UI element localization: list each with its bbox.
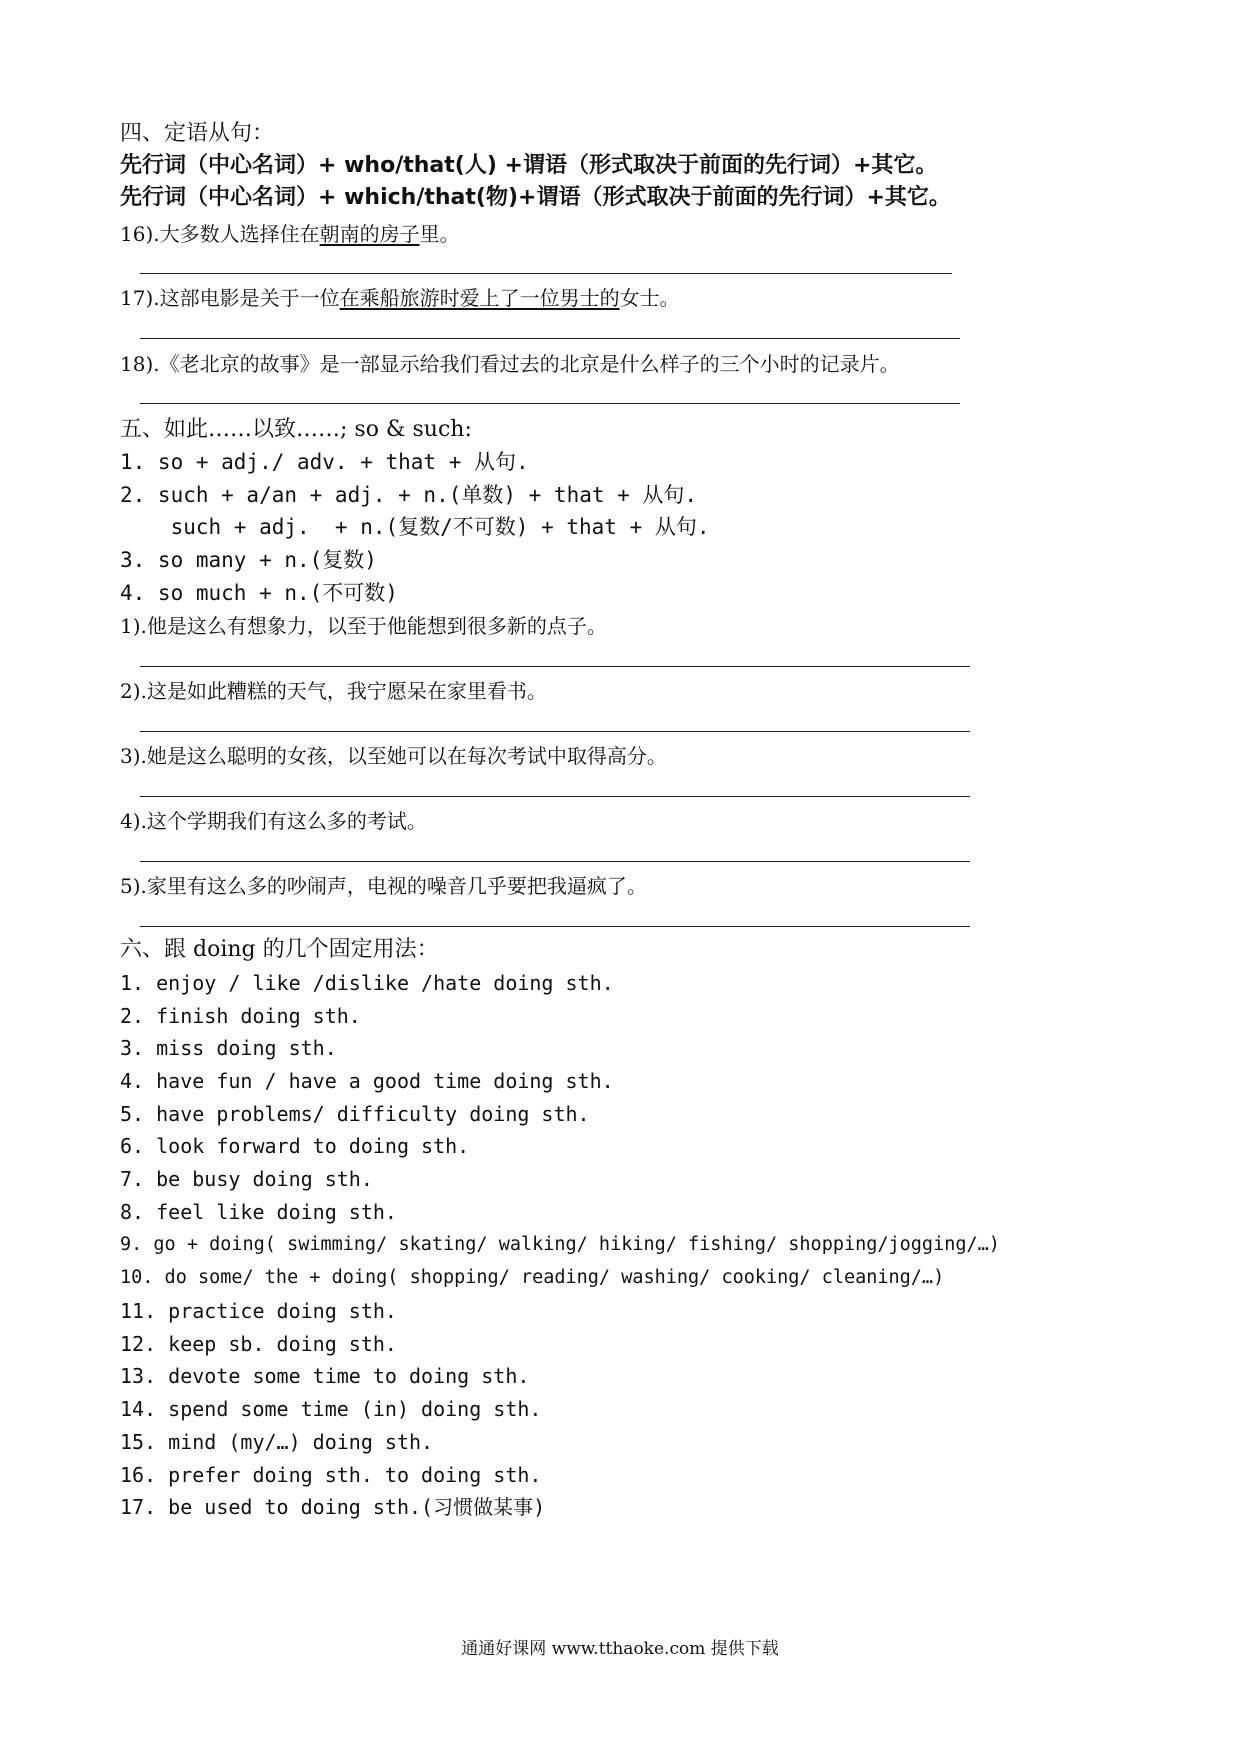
question-17: [120, 284, 680, 312]
list-item: 4. have fun / have a good time doing sth.: [120, 1069, 614, 1093]
list-item: 15. mind (my/…) doing sth.: [120, 1430, 434, 1454]
answer-line[interactable]: [140, 273, 952, 274]
question-17-underlined: 在乘船旅游时爱上了一位男士的: [339, 286, 620, 310]
so-such-formula: 3. so many + n.(复数): [120, 548, 377, 572]
section6-heading: 六、跟 doing 的几个固定用法：: [120, 937, 439, 962]
list-item: 8. feel like doing sth.: [120, 1200, 397, 1224]
answer-line[interactable]: [140, 666, 970, 667]
so-such-formula: 1. so + adj./ adv. + that + 从句.: [120, 450, 529, 474]
question: 2).这是如此糟糕的天气，我宁愿呆在家里看书。: [120, 679, 547, 703]
list-item: 2. finish doing sth.: [120, 1004, 361, 1028]
question-17-suffix: 女士。: [619, 286, 680, 310]
answer-line[interactable]: [140, 731, 970, 732]
answer-line[interactable]: [140, 403, 960, 404]
section4-rule-1: 先行词（中心名词）+ who/that(人) +谓语（形式取决于前面的先行词）+其它。: [120, 153, 938, 178]
question-16: [120, 220, 460, 248]
list-item: 6. look forward to doing sth.: [120, 1134, 470, 1158]
question-18: 18).《老北京的故事》是一部显示给我们看过去的北京是什么样子的三个小时的记录片。: [120, 352, 900, 376]
so-such-formula: such + adj. + n.(复数/不可数) + that + 从句.: [120, 515, 710, 539]
list-item: 13. devote some time to doing sth.: [120, 1364, 530, 1388]
list-item: 14. spend some time (in) doing sth.: [120, 1397, 542, 1421]
question-16-underlined: 朝南的房子: [319, 222, 420, 246]
list-item: 12. keep sb. doing sth.: [120, 1332, 397, 1356]
list-item: 7. be busy doing sth.: [120, 1167, 373, 1191]
answer-line[interactable]: [140, 796, 970, 797]
question: 1).他是这么有想象力，以至于他能想到很多新的点子。: [120, 614, 607, 638]
answer-line[interactable]: [140, 861, 970, 862]
list-item: 10. do some/ the + doing( shopping/ reading/ washing/ cooking/ cleaning/…): [120, 1267, 945, 1288]
answer-line[interactable]: [140, 926, 970, 927]
list-item: 5. have problems/ difficulty doing sth.: [120, 1102, 590, 1126]
list-item: 11. practice doing sth.: [120, 1299, 397, 1323]
section4-rule-2: 先行词（中心名词）+ which/that(物)+谓语（形式取决于前面的先行词）+其它。: [120, 185, 951, 210]
question-16-suffix: 里。: [419, 222, 460, 246]
question: 4).这个学期我们有这么多的考试。: [120, 809, 427, 833]
page-footer: 通通好课网 www.tthaoke.com 提供下载: [461, 1639, 779, 1659]
so-such-formula: 2. such + a/an + adj. + n.(单数) + that + 从句.: [120, 483, 698, 507]
list-item: 3. miss doing sth.: [120, 1036, 337, 1060]
question: 5).家里有这么多的吵闹声，电视的噪音几乎要把我逼疯了。: [120, 874, 647, 898]
list-item: 17. be used to doing sth.(习惯做某事): [120, 1495, 546, 1519]
section5-heading: 五、如此……以致……; so & such:: [120, 417, 472, 442]
answer-line[interactable]: [140, 338, 960, 339]
list-item: 16. prefer doing sth. to doing sth.: [120, 1463, 542, 1487]
question: 3).她是这么聪明的女孩，以至她可以在每次考试中取得高分。: [120, 744, 667, 768]
so-such-formula: 4. so much + n.(不可数): [120, 581, 398, 605]
list-item: 9. go + doing( swimming/ skating/ walking/ hiking/ fishing/ shopping/jogging/…): [120, 1234, 1000, 1255]
list-item: 1. enjoy / like /dislike /hate doing sth.: [120, 971, 614, 995]
question-16-prefix: 16).大多数人选择住在: [120, 222, 320, 246]
section4-heading: 四、定语从句：: [120, 121, 275, 146]
question-17-prefix: 17).这部电影是关于一位: [120, 286, 340, 310]
